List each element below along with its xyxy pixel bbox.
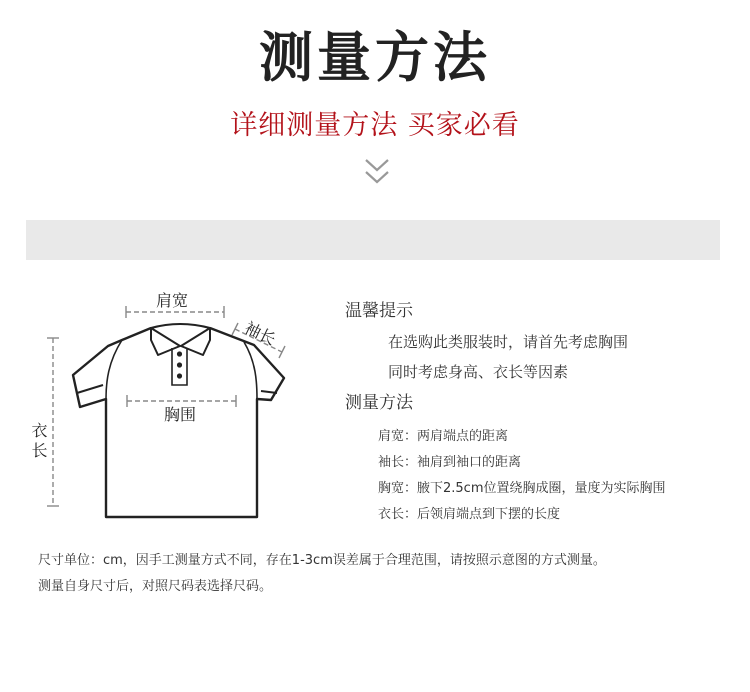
page-title: 测量方法 [259,26,491,89]
tips-heading: 温馨提示 [345,301,413,321]
method-line-chest: 胸宽：腋下2.5cm位置绕胸成圈，量度为实际胸围 [378,481,666,496]
chevron-down-double-icon [364,157,390,191]
method-line-sleeve: 袖长：袖肩到袖口的距离 [378,455,522,470]
tip-line: 在选购此类服装时，请首先考虑胸围 [388,333,629,351]
shoulder-width-label: 肩宽 [156,291,189,310]
section-divider-bar [26,220,720,260]
page-subtitle: 详细测量方法 买家必看 [230,110,520,141]
chest-label: 胸围 [164,405,197,424]
garment-length-label: 衣长 [29,422,48,462]
note-line: 尺寸单位：cm，因手工测量方式不同，存在1-3cm误差属于合理范围，请按照示意图的方式测量。 [38,553,606,568]
method-heading: 测量方法 [345,393,413,413]
note-line: 测量自身尺寸后，对照尺码表选择尺码。 [38,579,273,594]
method-line-shoulder: 肩宽：两肩端点的距离 [378,429,509,444]
method-line-length: 衣长：后领肩端点到下摆的长度 [378,507,561,522]
sleeve-length-label: 袖长 [241,318,279,350]
tip-line: 同时考虑身高、衣长等因素 [388,363,569,381]
